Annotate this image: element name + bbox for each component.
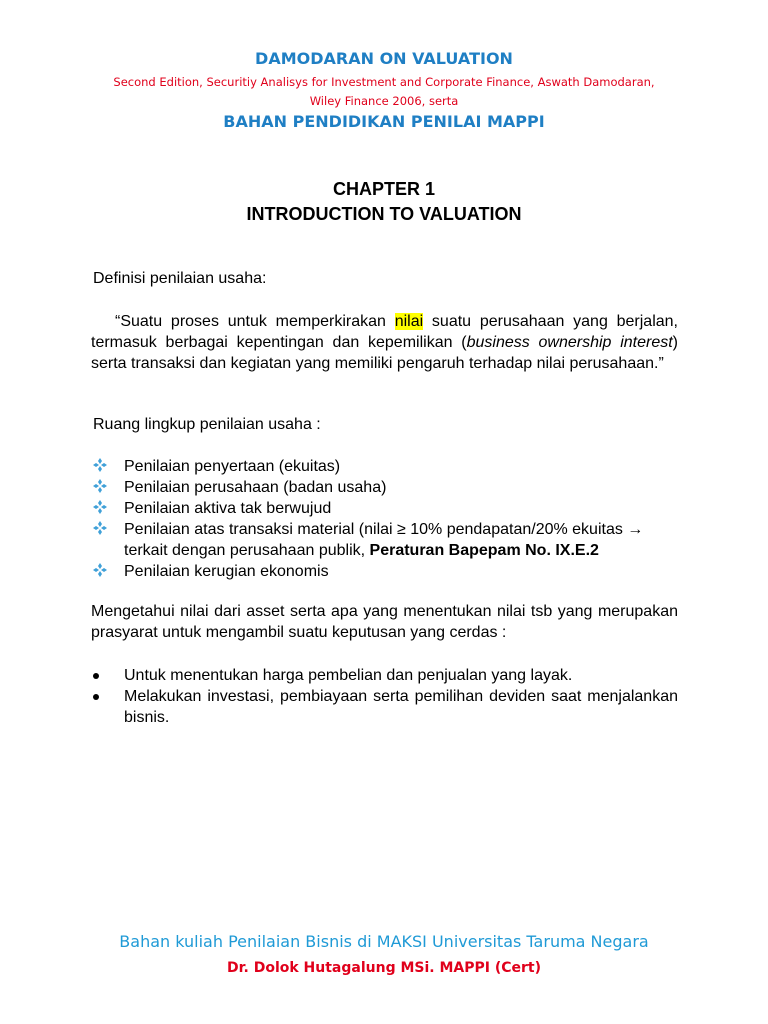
diamond-icon bbox=[93, 458, 107, 472]
scope-list bbox=[91, 456, 681, 582]
quote-part3: ) serta transaksi dan kegiatan yang memiliki pengaruh terhadap nilai perusahaan.” bbox=[91, 334, 678, 372]
quote-highlight: nilai bbox=[394, 313, 424, 330]
scope-item-text: Penilaian aktiva tak berwujud bbox=[124, 500, 332, 517]
definition-label: Definisi penilaian usaha: bbox=[93, 270, 267, 287]
bullet-icon bbox=[93, 694, 99, 700]
knowing-list bbox=[91, 665, 678, 728]
knowing-item-text: Untuk menentukan harga pembelian dan penjualan yang layak. bbox=[124, 667, 573, 684]
scope-item-text: Penilaian kerugian ekonomis bbox=[124, 563, 329, 580]
list-item bbox=[91, 665, 678, 686]
scope-item-text: Penilaian penyertaan (ekuitas) bbox=[124, 458, 341, 475]
header-subtitle-line1: Second Edition, Securitiy Analisys for Investment and Corporate Finance, Aswath Damodaran, bbox=[113, 75, 655, 89]
header-title-secondary: BAHAN PENDIDIKAN PENILAI MAPPI bbox=[223, 112, 545, 131]
diamond-icon bbox=[93, 521, 107, 535]
scope-label: Ruang lingkup penilaian usaha : bbox=[93, 416, 321, 433]
header-title: DAMODARAN ON VALUATION bbox=[255, 49, 513, 68]
list-item bbox=[91, 477, 681, 498]
quote-part2: suatu perusahaan yang berjalan, termasuk berbagai kepentingan dan kepemilikan ( bbox=[91, 313, 678, 351]
knowing-item-text: Melakukan investasi, pembiayaan serta pemilihan deviden saat menjalankan bisnis. bbox=[124, 688, 678, 726]
footer-author: Dr. Dolok Hutagalung MSi. MAPPI (Cert) bbox=[226, 960, 542, 976]
quote-italic: business ownership interest bbox=[466, 334, 673, 351]
knowing-paragraph: Mengetahui nilai dari asset serta apa yang menentukan nilai tsb yang merupakan prasyarat untuk mengambil suatu keputusan yang cerdas : bbox=[91, 603, 678, 641]
list-item bbox=[91, 456, 681, 477]
regulation-reference: Peraturan Bapepam No. IX.E.2 bbox=[369, 542, 599, 559]
diamond-icon bbox=[93, 479, 107, 493]
diamond-icon bbox=[93, 563, 107, 577]
bullet-icon bbox=[93, 673, 99, 679]
header-subtitle-line2: Wiley Finance 2006, serta bbox=[309, 94, 459, 108]
list-item bbox=[91, 686, 678, 728]
chapter-title: INTRODUCTION TO VALUATION bbox=[246, 204, 522, 224]
list-item bbox=[91, 498, 681, 519]
list-item bbox=[91, 561, 681, 582]
footer-course: Bahan kuliah Penilaian Bisnis di MAKSI Universitas Taruma Negara bbox=[119, 932, 649, 951]
scope-item-text: Penilaian perusahaan (badan usaha) bbox=[124, 479, 387, 496]
header-subtitle bbox=[60, 73, 708, 111]
chapter-number: CHAPTER 1 bbox=[332, 179, 435, 199]
quote-part1: “Suatu proses untuk memperkirakan bbox=[115, 313, 395, 330]
diamond-icon bbox=[93, 500, 107, 514]
list-item bbox=[91, 519, 681, 561]
scope-item-text: Penilaian atas transaksi material (nilai ≥ 10% pendapatan/20% ekuitas → terkait dengan perusahaan publik, bbox=[124, 521, 644, 559]
chapter-heading bbox=[0, 177, 768, 227]
definition-quote bbox=[91, 311, 678, 374]
